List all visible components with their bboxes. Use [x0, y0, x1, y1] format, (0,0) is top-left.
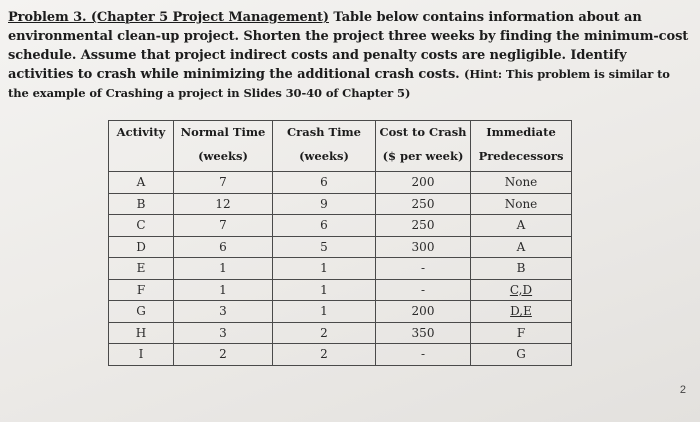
table-row [109, 322, 572, 344]
table-row [109, 279, 572, 301]
predecessor-cell: G [471, 344, 572, 366]
cost-cell: 250 [376, 193, 471, 215]
activity-cell: A [109, 172, 174, 194]
cost-cell: 300 [376, 236, 471, 258]
cost-cell: 250 [376, 215, 471, 237]
activity-cell: C [109, 215, 174, 237]
crash-time-cell: 9 [273, 193, 376, 215]
activity-table-wrapper [108, 120, 572, 366]
crash-time-cell: 2 [273, 322, 376, 344]
header-crash-time: Crash Time (weeks) [273, 121, 376, 172]
table-header-row [109, 121, 572, 172]
predecessor-cell: A [471, 236, 572, 258]
problem-body: Table below contains information about an environmental clean-up project. Shorten the project three weeks by finding the minimum-cost schedule. Assume that project indirect costs and penalty costs are negligible. Identify activities to crash while minimizing the additional crash costs. [8, 10, 689, 82]
activity-cell: D [109, 236, 174, 258]
activity-cell: E [109, 258, 174, 280]
normal-time-cell: 1 [174, 258, 273, 280]
crash-time-cell: 1 [273, 258, 376, 280]
table-row [109, 301, 572, 323]
table-row [109, 215, 572, 237]
cost-cell: - [376, 344, 471, 366]
problem-statement [8, 8, 692, 103]
crash-time-cell: 6 [273, 172, 376, 194]
crash-time-cell: 1 [273, 279, 376, 301]
cost-cell: - [376, 279, 471, 301]
normal-time-cell: 12 [174, 193, 273, 215]
activity-cell: G [109, 301, 174, 323]
crash-time-cell: 2 [273, 344, 376, 366]
normal-time-cell: 3 [174, 301, 273, 323]
header-normal-time: Normal Time (weeks) [174, 121, 273, 172]
predecessor-cell: None [471, 193, 572, 215]
table-row [109, 236, 572, 258]
crash-time-cell: 1 [273, 301, 376, 323]
predecessor-cell: F [471, 322, 572, 344]
predecessor-cell: None [471, 172, 572, 194]
normal-time-cell: 7 [174, 215, 273, 237]
activity-cell: B [109, 193, 174, 215]
normal-time-cell: 3 [174, 322, 273, 344]
predecessor-cell: D,E [471, 301, 572, 323]
problem-hint: (Hint: This problem is similar to the example of Crashing a project in Slides 30-40 of Chapter 5) [8, 67, 670, 100]
crash-time-cell: 5 [273, 236, 376, 258]
header-cost-to-crash: Cost to Crash ($ per week) [376, 121, 471, 172]
table-row [109, 344, 572, 366]
cost-cell: 200 [376, 172, 471, 194]
problem-title: Problem 3. (Chapter 5 Project Management) [8, 10, 329, 25]
table-row [109, 258, 572, 280]
header-activity: Activity [109, 121, 174, 172]
predecessor-cell: A [471, 215, 572, 237]
activity-cell: F [109, 279, 174, 301]
activity-table [108, 120, 572, 366]
cost-cell: - [376, 258, 471, 280]
activity-cell: I [109, 344, 174, 366]
normal-time-cell: 1 [174, 279, 273, 301]
activity-cell: H [109, 322, 174, 344]
normal-time-cell: 2 [174, 344, 273, 366]
table-row [109, 172, 572, 194]
predecessor-cell: B [471, 258, 572, 280]
predecessor-cell: C,D [471, 279, 572, 301]
cost-cell: 200 [376, 301, 471, 323]
table-row [109, 193, 572, 215]
page-number: 2 [679, 384, 686, 396]
header-predecessors: Immediate Predecessors [471, 121, 572, 172]
normal-time-cell: 6 [174, 236, 273, 258]
cost-cell: 350 [376, 322, 471, 344]
normal-time-cell: 7 [174, 172, 273, 194]
crash-time-cell: 6 [273, 215, 376, 237]
